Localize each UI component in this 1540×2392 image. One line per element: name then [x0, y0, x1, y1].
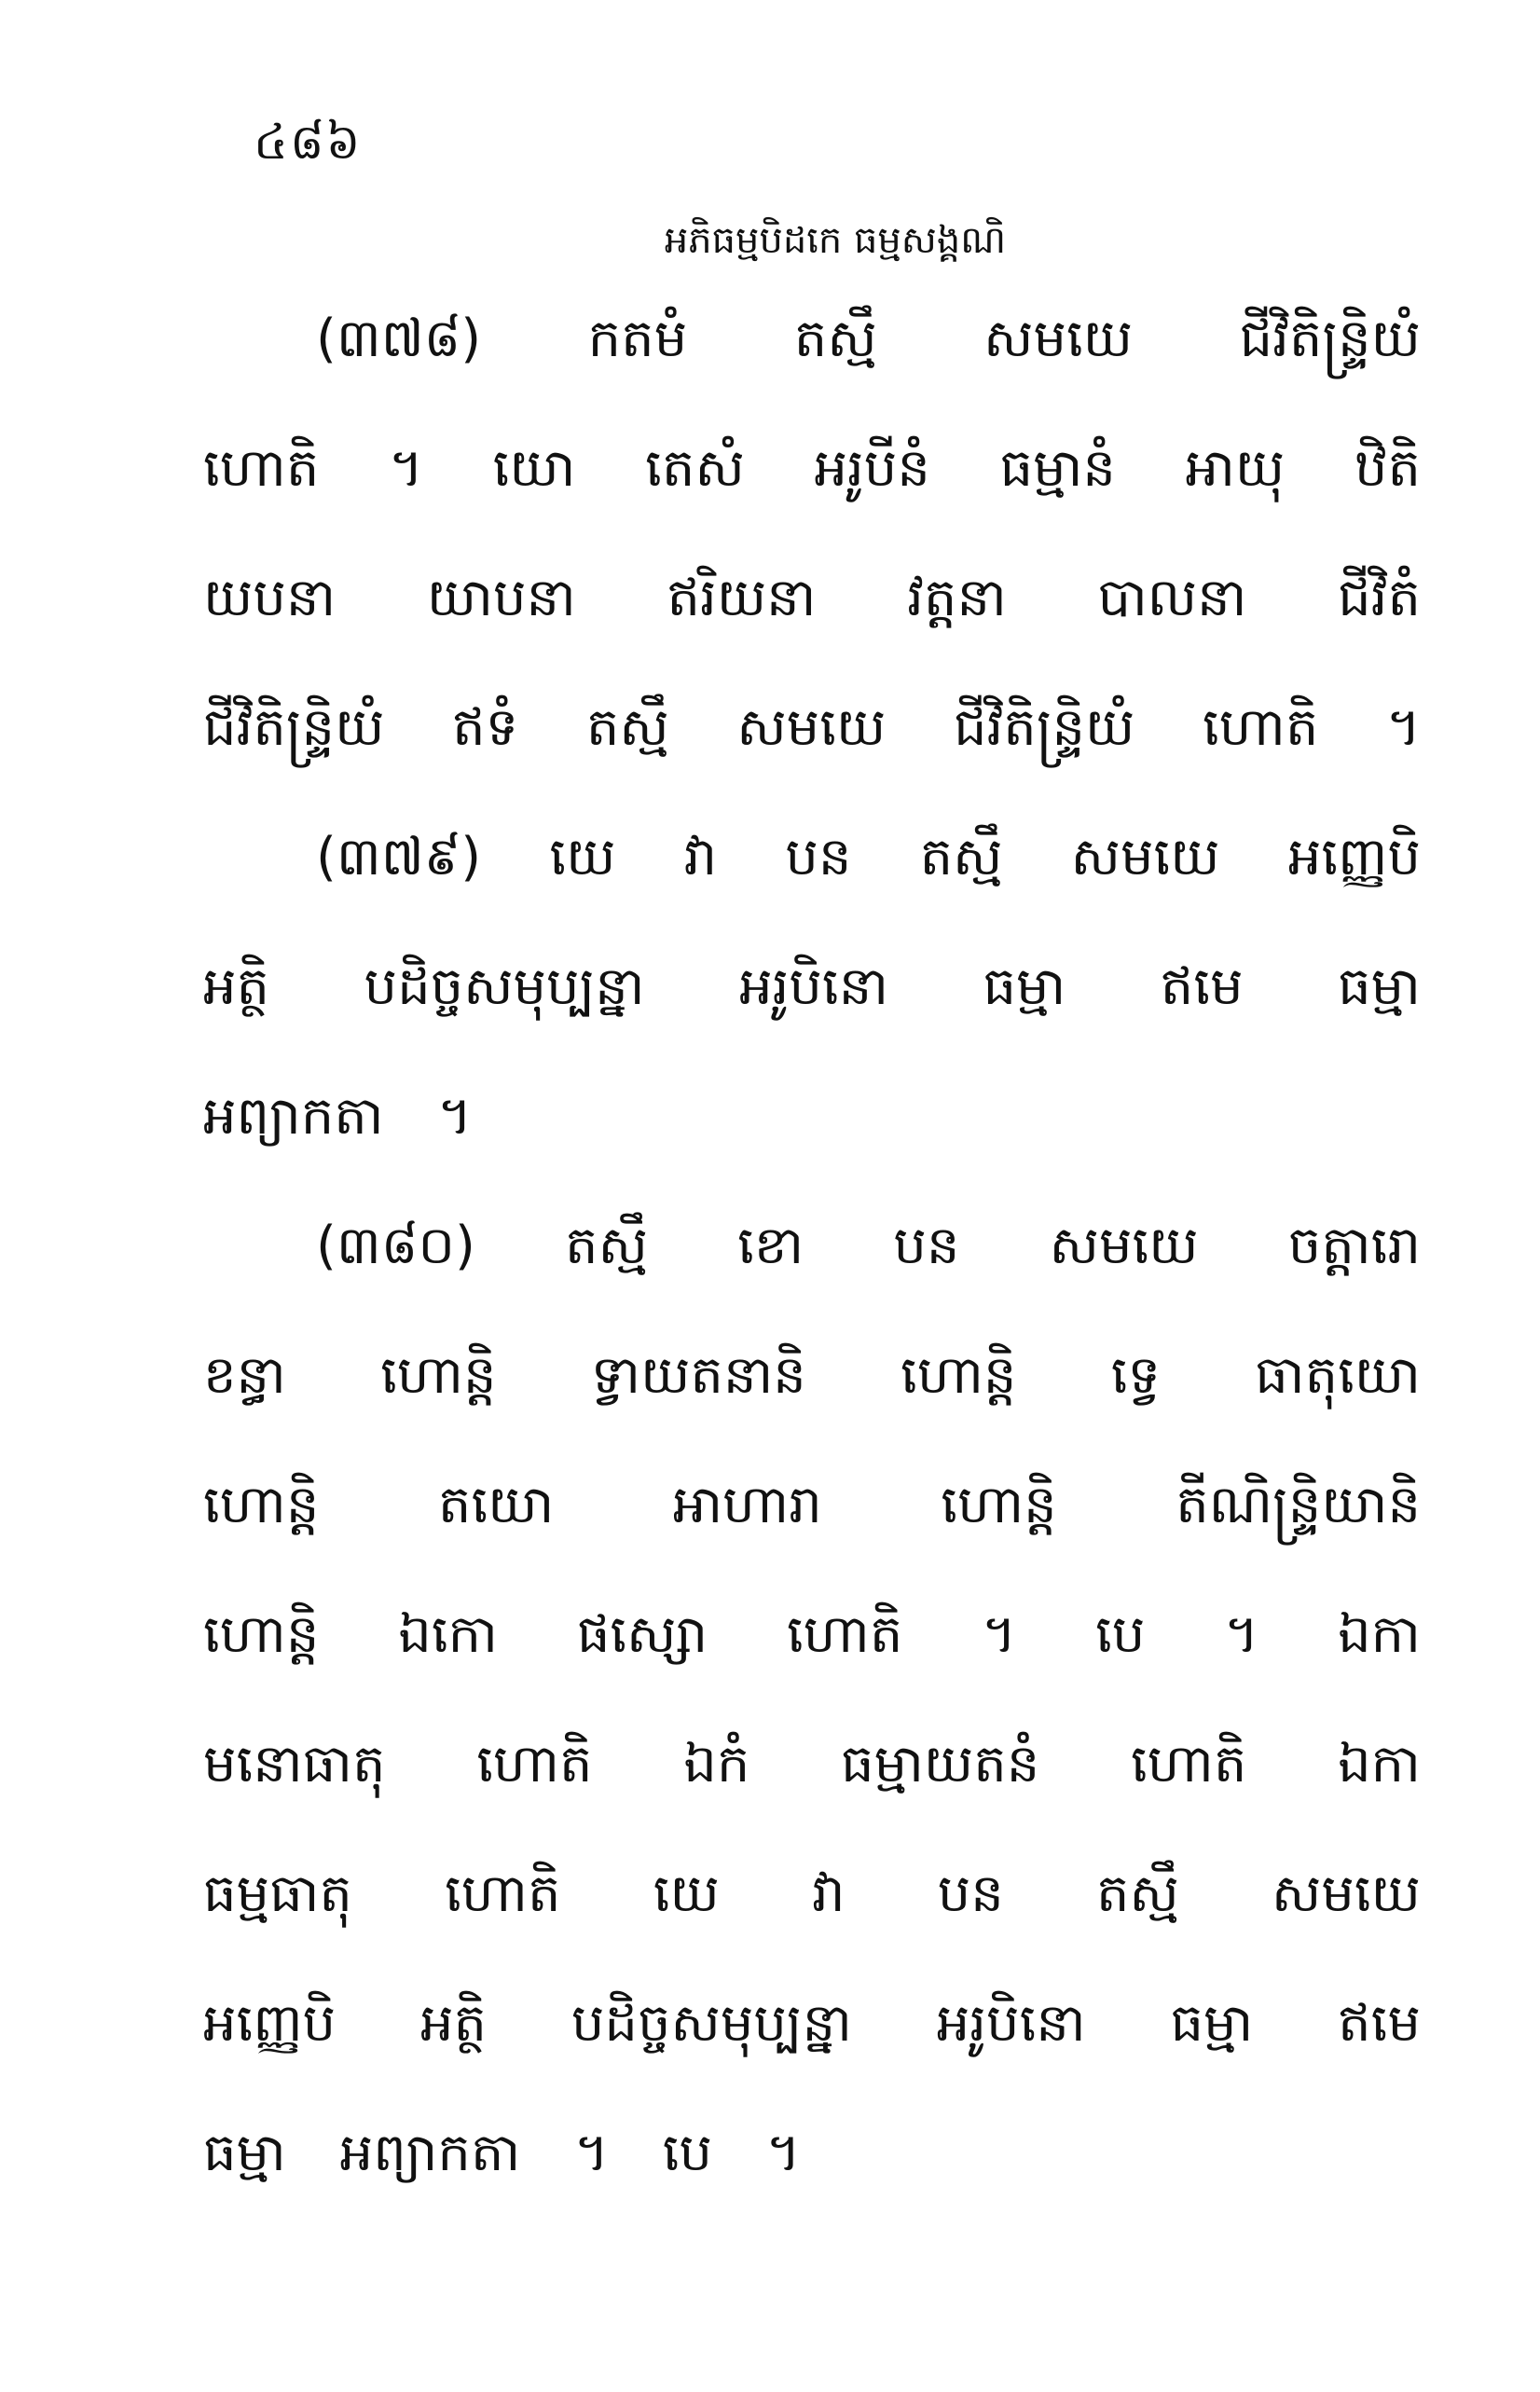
text-line: អត្ថិ បដិច្ចសមុប្បន្នា អរូបិនោ ធម្មា ឥមេ ធម្មា: [203, 956, 1421, 1017]
text-line: យបនា យាបនា ឥរិយនា វត្តនា បាលនា ជីវិតំ: [203, 568, 1421, 628]
text-line: ជីវិតិន្ទ្រិយំ ឥទំ តស្មឹ សមយេ ជីវិតិន្ទ្រិយំ ហោតិ ។: [203, 697, 1421, 758]
text-line: មនោធាតុ ហោតិ ឯកំ ធម្មាយតនំ ហោតិ ឯកា: [203, 1734, 1421, 1794]
text-line: ខន្ធា ហោន្តិ ទ្វាយតនានិ ហោន្តិ ទ្វេ ធាតុយោ: [203, 1345, 1421, 1406]
text-line: ហោន្តិ តយោ អាហារា ហោន្តិ តីណិន្ទ្រិយានិ: [203, 1475, 1421, 1535]
text-line: (៣៧៨) កតមំ តស្មឹ សមយេ ជីវិតិន្ទ្រិយំ: [316, 309, 1421, 369]
text-line: ហោន្តិ ឯកោ ផស្សោ ហោតិ ។ បេ ។ ឯកា: [203, 1604, 1421, 1665]
page-number: ៤៨៦: [254, 115, 363, 171]
running-header: អភិធម្មបិដកេ ធម្មសង្គណិ: [664, 219, 1007, 262]
text-line: (៣៨០) តស្មឹ ខោ បន សមយេ ចត្តារោ: [316, 1216, 1421, 1276]
text-line: ហោតិ ។ យោ តេសំ អរូបីនំ ធម្មានំ អាយុ ឋិតិ: [203, 438, 1421, 499]
text-line: ធម្មា អព្យាកតា ។ បេ ។: [203, 2123, 801, 2183]
text-line: អញ្ញេបិ អត្ថិ បដិច្ចសមុប្បន្នា អរូបិនោ ធម្មា ឥមេ: [203, 1993, 1421, 2054]
text-line: (៣៧៩) យេ វា បន តស្មឹ សមយេ អញ្ញេបិ: [316, 827, 1421, 887]
text-line: ធម្មធាតុ ហោតិ យេ វា បន តស្មឹ សមយេ: [203, 1863, 1421, 1924]
text-line: អព្យាកតា ។: [203, 1086, 473, 1147]
body-text: [203, 274, 1421, 2218]
